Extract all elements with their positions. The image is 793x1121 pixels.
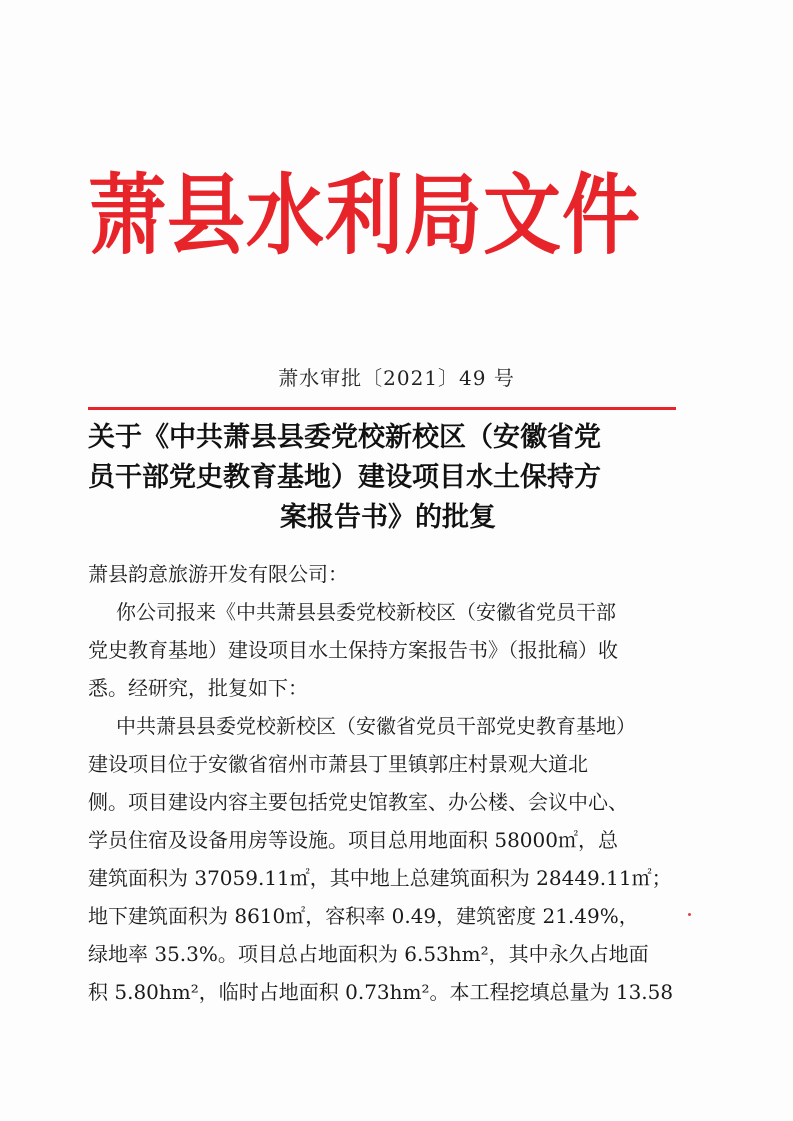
paragraph-2-line-1: 中共萧县县委党校新校区（安徽省党员干部党史教育基地） bbox=[116, 714, 636, 738]
paragraph-2-line-2: 建设项目位于安徽省宿州市萧县丁里镇郭庄村景观大道北 bbox=[88, 752, 588, 776]
paragraph-1-line-2: 党史教育基地）建设项目水土保持方案报告书》（报批稿）收 bbox=[88, 638, 618, 662]
paragraph-2 bbox=[88, 707, 688, 1011]
title-line-1: 关于《中共萧县县委党校新校区（安徽省党 bbox=[88, 422, 601, 453]
paragraph-1-line-3: 悉。经研究，批复如下： bbox=[88, 676, 308, 700]
scan-speck bbox=[688, 913, 691, 916]
paragraph-2-line-8: 积 5.80hm²，临时占地面积 0.73hm²。本工程挖填总量为 13.58 bbox=[88, 980, 674, 1004]
title-line-3: 案报告书》的批复 bbox=[280, 502, 496, 533]
masthead-title: 萧县水利局文件 bbox=[88, 164, 642, 267]
paragraph-2-line-3: 侧。项目建设内容主要包括党史馆教室、办公楼、会议中心、 bbox=[88, 790, 628, 814]
paragraph-1 bbox=[88, 593, 688, 707]
paragraph-2-line-7: 绿地率 35.3%。项目总占地面积为 6.53hm²，其中永久占地面 bbox=[88, 942, 649, 966]
document-number: 萧水审批〔2021〕49 号 bbox=[278, 366, 515, 390]
red-divider-line bbox=[88, 407, 676, 410]
addressee: 萧县韵意旅游开发有限公司： bbox=[88, 562, 348, 586]
document-title bbox=[88, 418, 688, 538]
title-line-2: 员干部党史教育基地）建设项目水土保持方 bbox=[88, 462, 601, 493]
paragraph-2-line-5: 建筑面积为 37059.11㎡，其中地上总建筑面积为 28449.11㎡； bbox=[88, 866, 672, 890]
paragraph-2-line-4: 学员住宿及设备用房等设施。项目总用地面积 58000㎡，总 bbox=[88, 828, 618, 852]
paragraph-1-line-1: 你公司报来《中共萧县县委党校新校区（安徽省党员干部 bbox=[116, 600, 616, 624]
paragraph-2-line-6: 地下建筑面积为 8610㎡，容积率 0.49，建筑密度 21.49%， bbox=[88, 904, 639, 928]
document-body bbox=[88, 555, 688, 1011]
